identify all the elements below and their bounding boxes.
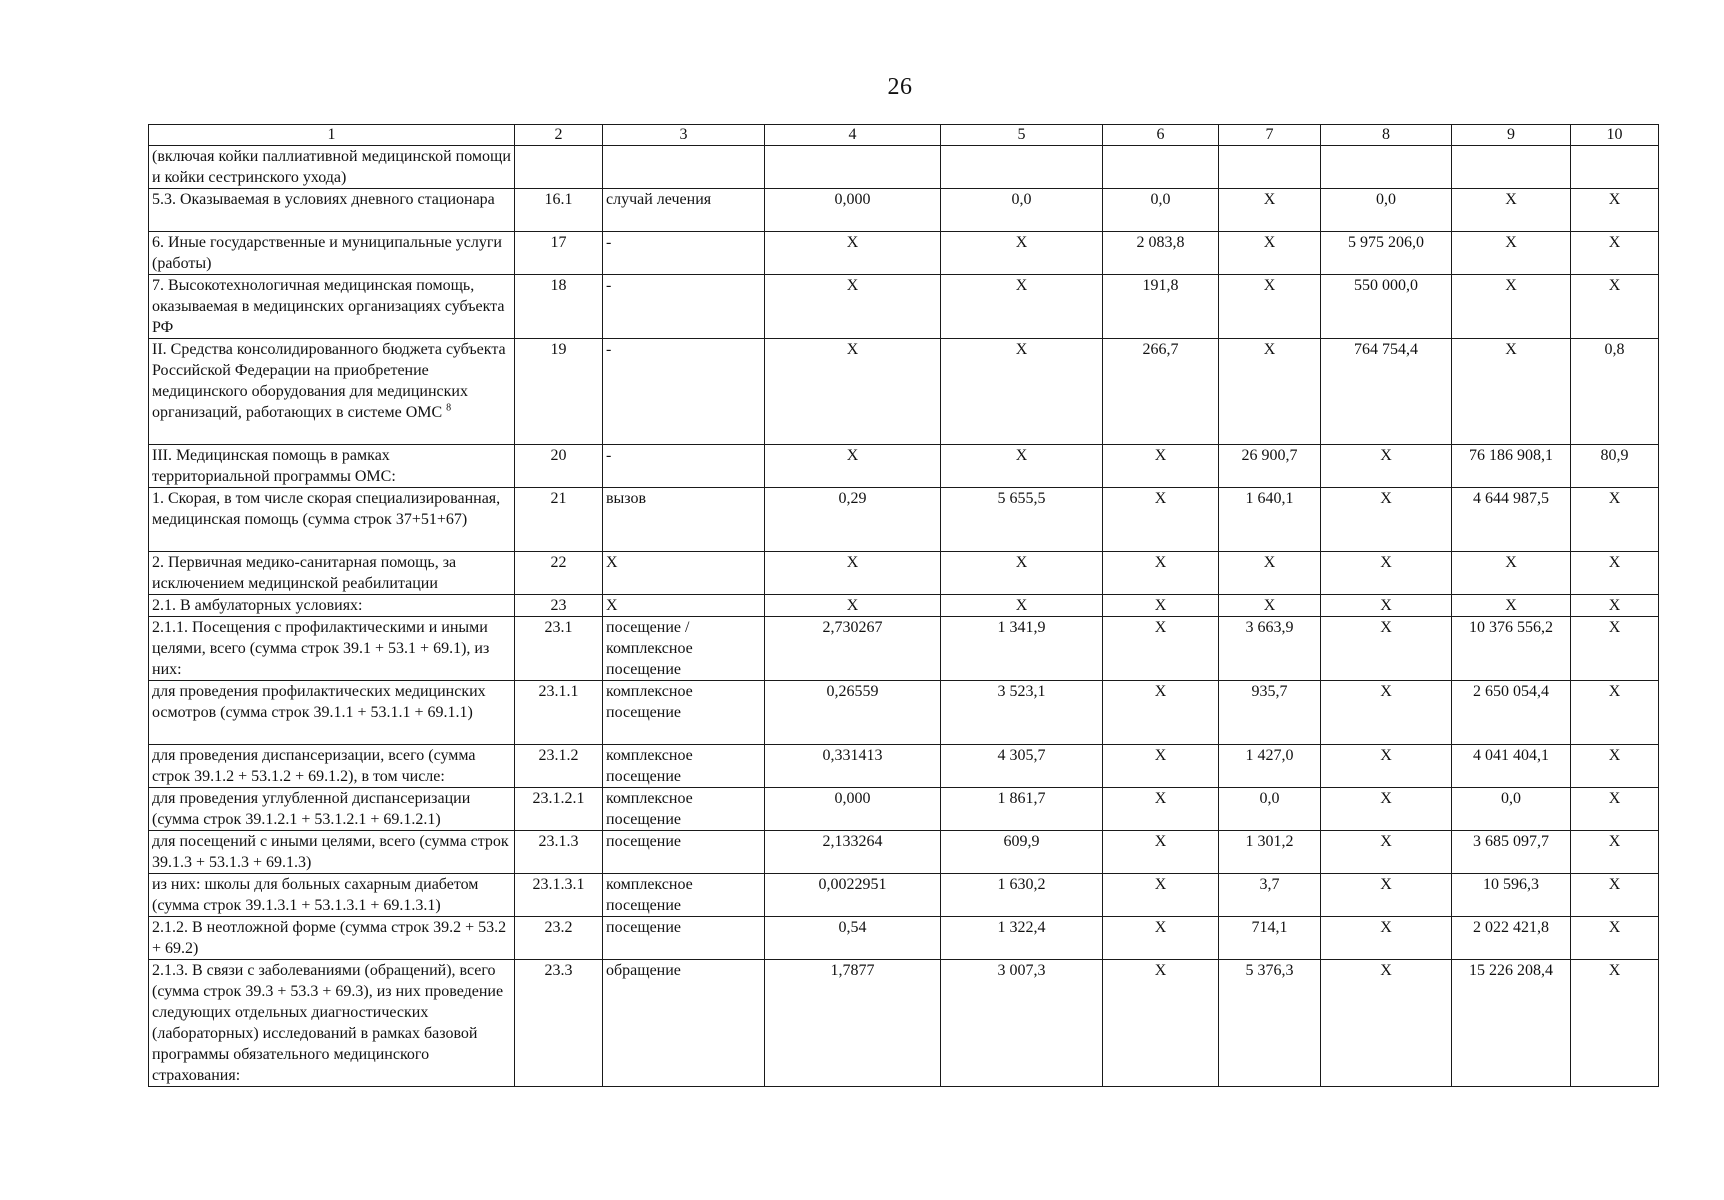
table-row: [149, 617, 1659, 681]
cell-col-6: Х: [1103, 831, 1219, 874]
table-row: [149, 788, 1659, 831]
row-description: 6. Иные государственные и муниципальные услуги (работы): [149, 232, 515, 275]
unit-of-measure: комплексное посещение: [603, 788, 765, 831]
row-code: 21: [515, 488, 603, 552]
row-code: 18: [515, 275, 603, 339]
row-description: для проведения углубленной диспансеризации (сумма строк 39.1.2.1 + 53.1.2.1 + 69.1.2.1): [149, 788, 515, 831]
cell-col-8: [1321, 146, 1452, 189]
cell-col-7: 5 376,3: [1219, 960, 1321, 1087]
row-description: 2. Первичная медико-санитарная помощь, за исключением медицинской реабилитации: [149, 552, 515, 595]
row-code: 23.1.2: [515, 745, 603, 788]
cell-col-6: Х: [1103, 617, 1219, 681]
cell-col-6: Х: [1103, 960, 1219, 1087]
row-description: [149, 339, 515, 445]
cell-col-5: 0,0: [941, 189, 1103, 232]
cell-col-6: 0,0: [1103, 189, 1219, 232]
page-number: 26: [887, 74, 913, 100]
cell-col-4: Х: [765, 445, 941, 488]
cell-col-6: Х: [1103, 445, 1219, 488]
cell-col-4: 0,0022951: [765, 874, 941, 917]
cell-col-6: Х: [1103, 788, 1219, 831]
cell-col-8: Х: [1321, 831, 1452, 874]
cell-col-4: 0,26559: [765, 681, 941, 745]
row-description: 2.1.3. В связи с заболеваниями (обращений), всего (сумма строк 39.3 + 53.3 + 69.3), из них проведение следующих отдельных диагностических (лабораторных) исследований в рамках базовой программы обязательного медицинского страхования:: [149, 960, 515, 1087]
cell-col-8: Х: [1321, 488, 1452, 552]
row-code: 23.1.3: [515, 831, 603, 874]
unit-of-measure: [603, 146, 765, 189]
cell-col-8: Х: [1321, 874, 1452, 917]
cell-col-6: Х: [1103, 874, 1219, 917]
row-code: 23.3: [515, 960, 603, 1087]
cell-col-5: 1 630,2: [941, 874, 1103, 917]
cell-col-6: Х: [1103, 681, 1219, 745]
row-description: 7. Высокотехнологичная медицинская помощь, оказываемая в медицинских организациях субъекта РФ: [149, 275, 515, 339]
cell-col-4: 0,000: [765, 788, 941, 831]
cell-col-4: [765, 146, 941, 189]
cell-col-7: Х: [1219, 595, 1321, 617]
cell-col-10: Х: [1571, 595, 1659, 617]
row-code: 17: [515, 232, 603, 275]
unit-of-measure: Х: [603, 552, 765, 595]
unit-of-measure: -: [603, 445, 765, 488]
cell-col-6: Х: [1103, 595, 1219, 617]
cell-col-10: Х: [1571, 275, 1659, 339]
cell-col-6: Х: [1103, 552, 1219, 595]
cell-col-5: Х: [941, 275, 1103, 339]
column-number: 5: [941, 125, 1103, 146]
unit-of-measure: -: [603, 275, 765, 339]
unit-of-measure: комплексное посещение: [603, 874, 765, 917]
column-number: 9: [1452, 125, 1571, 146]
unit-of-measure: комплексное посещение: [603, 681, 765, 745]
column-number: 4: [765, 125, 941, 146]
cell-col-5: 4 305,7: [941, 745, 1103, 788]
cell-col-5: 3 007,3: [941, 960, 1103, 1087]
table-row: [149, 552, 1659, 595]
cell-col-7: Х: [1219, 232, 1321, 275]
row-description: 1. Скорая, в том числе скорая специализированная, медицинская помощь (сумма строк 37+51+67): [149, 488, 515, 552]
column-number: 1: [149, 125, 515, 146]
cell-col-8: Х: [1321, 617, 1452, 681]
cell-col-10: Х: [1571, 788, 1659, 831]
cell-col-8: 550 000,0: [1321, 275, 1452, 339]
row-description: 2.1. В амбулаторных условиях:: [149, 595, 515, 617]
cell-col-8: Х: [1321, 917, 1452, 960]
table-row: [149, 917, 1659, 960]
cell-col-6: Х: [1103, 917, 1219, 960]
row-description: для проведения диспансеризации, всего (сумма строк 39.1.2 + 53.1.2 + 69.1.2), в том числе:: [149, 745, 515, 788]
row-code: 23.1: [515, 617, 603, 681]
unit-of-measure: посещение / комплексное посещение: [603, 617, 765, 681]
row-code: [515, 146, 603, 189]
column-number-row: [149, 125, 1659, 146]
cell-col-4: 0,000: [765, 189, 941, 232]
cell-col-9: 2 022 421,8: [1452, 917, 1571, 960]
cell-col-8: Х: [1321, 445, 1452, 488]
cell-col-10: 80,9: [1571, 445, 1659, 488]
column-number: 6: [1103, 125, 1219, 146]
cell-col-7: 714,1: [1219, 917, 1321, 960]
cell-col-8: Х: [1321, 745, 1452, 788]
cell-col-9: 0,0: [1452, 788, 1571, 831]
cell-col-5: Х: [941, 445, 1103, 488]
unit-of-measure: посещение: [603, 917, 765, 960]
cell-col-4: 0,331413: [765, 745, 941, 788]
cell-col-9: 2 650 054,4: [1452, 681, 1571, 745]
cell-col-10: Х: [1571, 552, 1659, 595]
cell-col-4: 2,730267: [765, 617, 941, 681]
row-code: 22: [515, 552, 603, 595]
unit-of-measure: обращение: [603, 960, 765, 1087]
cell-col-4: 2,133264: [765, 831, 941, 874]
cell-col-4: Х: [765, 595, 941, 617]
row-description: для проведения профилактических медицинских осмотров (сумма строк 39.1.1 + 53.1.1 + 69.1.1): [149, 681, 515, 745]
row-description: (включая койки паллиативной медицинской помощи и койки сестринского ухода): [149, 146, 515, 189]
cell-col-10: Х: [1571, 189, 1659, 232]
cell-col-9: Х: [1452, 232, 1571, 275]
unit-of-measure: комплексное посещение: [603, 745, 765, 788]
table-row: [149, 189, 1659, 232]
row-description: III. Медицинская помощь в рамках территориальной программы ОМС:: [149, 445, 515, 488]
unit-of-measure: -: [603, 232, 765, 275]
cell-col-7: 935,7: [1219, 681, 1321, 745]
cell-col-9: 10 376 556,2: [1452, 617, 1571, 681]
column-number: 8: [1321, 125, 1452, 146]
row-code: 23.2: [515, 917, 603, 960]
table-row: [149, 232, 1659, 275]
cell-col-10: [1571, 146, 1659, 189]
cell-col-9: [1452, 146, 1571, 189]
cell-col-4: 1,7877: [765, 960, 941, 1087]
cell-col-7: Х: [1219, 189, 1321, 232]
cell-col-6: 266,7: [1103, 339, 1219, 445]
cell-col-5: 1 322,4: [941, 917, 1103, 960]
cell-col-9: 76 186 908,1: [1452, 445, 1571, 488]
unit-of-measure: случай лечения: [603, 189, 765, 232]
cell-col-9: 3 685 097,7: [1452, 831, 1571, 874]
cell-col-7: Х: [1219, 552, 1321, 595]
cell-col-7: 3,7: [1219, 874, 1321, 917]
cell-col-8: Х: [1321, 595, 1452, 617]
cell-col-9: 15 226 208,4: [1452, 960, 1571, 1087]
cell-col-9: 4 644 987,5: [1452, 488, 1571, 552]
cell-col-10: 0,8: [1571, 339, 1659, 445]
row-code: 23.1.2.1: [515, 788, 603, 831]
cell-col-8: Х: [1321, 788, 1452, 831]
cell-col-10: Х: [1571, 917, 1659, 960]
cell-col-8: 764 754,4: [1321, 339, 1452, 445]
column-number: 7: [1219, 125, 1321, 146]
cell-col-7: [1219, 146, 1321, 189]
table-row: [149, 874, 1659, 917]
cell-col-7: 1 640,1: [1219, 488, 1321, 552]
cell-col-7: 0,0: [1219, 788, 1321, 831]
cell-col-7: 3 663,9: [1219, 617, 1321, 681]
column-number: 3: [603, 125, 765, 146]
cell-col-8: 0,0: [1321, 189, 1452, 232]
unit-of-measure: Х: [603, 595, 765, 617]
table-row: [149, 745, 1659, 788]
cell-col-8: Х: [1321, 960, 1452, 1087]
cell-col-7: Х: [1219, 339, 1321, 445]
row-code: 19: [515, 339, 603, 445]
cell-col-9: Х: [1452, 552, 1571, 595]
cell-col-10: Х: [1571, 681, 1659, 745]
cell-col-5: 3 523,1: [941, 681, 1103, 745]
cell-col-8: 5 975 206,0: [1321, 232, 1452, 275]
cell-col-7: 1 427,0: [1219, 745, 1321, 788]
row-code: 20: [515, 445, 603, 488]
table-row: [149, 339, 1659, 445]
table-row: [149, 831, 1659, 874]
cell-col-6: Х: [1103, 488, 1219, 552]
cell-col-10: Х: [1571, 232, 1659, 275]
row-description: 5.3. Оказываемая в условиях дневного стационара: [149, 189, 515, 232]
cell-col-4: Х: [765, 275, 941, 339]
cell-col-7: Х: [1219, 275, 1321, 339]
row-description: из них: школы для больных сахарным диабетом (сумма строк 39.1.3.1 + 53.1.3.1 + 69.1.3.1): [149, 874, 515, 917]
cell-col-10: Х: [1571, 617, 1659, 681]
column-number: 2: [515, 125, 603, 146]
row-code: 23: [515, 595, 603, 617]
cell-col-5: 5 655,5: [941, 488, 1103, 552]
cell-col-8: Х: [1321, 552, 1452, 595]
table-row: [149, 146, 1659, 189]
cell-col-9: Х: [1452, 275, 1571, 339]
cell-col-6: 191,8: [1103, 275, 1219, 339]
cell-col-10: Х: [1571, 831, 1659, 874]
cell-col-10: Х: [1571, 874, 1659, 917]
cell-col-5: Х: [941, 232, 1103, 275]
cell-col-9: 4 041 404,1: [1452, 745, 1571, 788]
cell-col-4: Х: [765, 552, 941, 595]
cell-col-6: [1103, 146, 1219, 189]
cell-col-5: 1 341,9: [941, 617, 1103, 681]
cell-col-9: Х: [1452, 595, 1571, 617]
cell-col-9: Х: [1452, 189, 1571, 232]
table-row: [149, 681, 1659, 745]
cell-col-4: 0,29: [765, 488, 941, 552]
row-description: 2.1.1. Посещения с профилактическими и иными целями, всего (сумма строк 39.1 + 53.1 + 69.1), из них:: [149, 617, 515, 681]
cell-col-6: 2 083,8: [1103, 232, 1219, 275]
table-row: [149, 960, 1659, 1087]
data-table: [148, 124, 1659, 1087]
row-description: 2.1.2. В неотложной форме (сумма строк 39.2 + 53.2 + 69.2): [149, 917, 515, 960]
row-code: 23.1.3.1: [515, 874, 603, 917]
cell-col-6: Х: [1103, 745, 1219, 788]
cell-col-7: 26 900,7: [1219, 445, 1321, 488]
cell-col-4: 0,54: [765, 917, 941, 960]
cell-col-5: [941, 146, 1103, 189]
row-description-text: II. Средства консолидированного бюджета субъекта Российской Федерации на приобретение медицинского оборудования для медицинских организаций, работающих в системе ОМС: [152, 341, 506, 421]
cell-col-10: Х: [1571, 960, 1659, 1087]
cell-col-4: Х: [765, 339, 941, 445]
cell-col-5: 609,9: [941, 831, 1103, 874]
table-row: [149, 488, 1659, 552]
cell-col-5: Х: [941, 552, 1103, 595]
unit-of-measure: -: [603, 339, 765, 445]
cell-col-9: 10 596,3: [1452, 874, 1571, 917]
cell-col-10: Х: [1571, 745, 1659, 788]
table-row: [149, 595, 1659, 617]
cell-col-4: Х: [765, 232, 941, 275]
row-description: для посещений с иными целями, всего (сумма строк 39.1.3 + 53.1.3 + 69.1.3): [149, 831, 515, 874]
unit-of-measure: посещение: [603, 831, 765, 874]
table-row: [149, 445, 1659, 488]
cell-col-7: 1 301,2: [1219, 831, 1321, 874]
footnote-marker: 8: [446, 402, 452, 414]
cell-col-8: Х: [1321, 681, 1452, 745]
table-row: [149, 275, 1659, 339]
cell-col-10: Х: [1571, 488, 1659, 552]
cell-col-5: 1 861,7: [941, 788, 1103, 831]
cell-col-5: Х: [941, 595, 1103, 617]
cell-col-5: Х: [941, 339, 1103, 445]
column-number: 10: [1571, 125, 1659, 146]
unit-of-measure: вызов: [603, 488, 765, 552]
cell-col-9: Х: [1452, 339, 1571, 445]
row-code: 23.1.1: [515, 681, 603, 745]
row-code: 16.1: [515, 189, 603, 232]
